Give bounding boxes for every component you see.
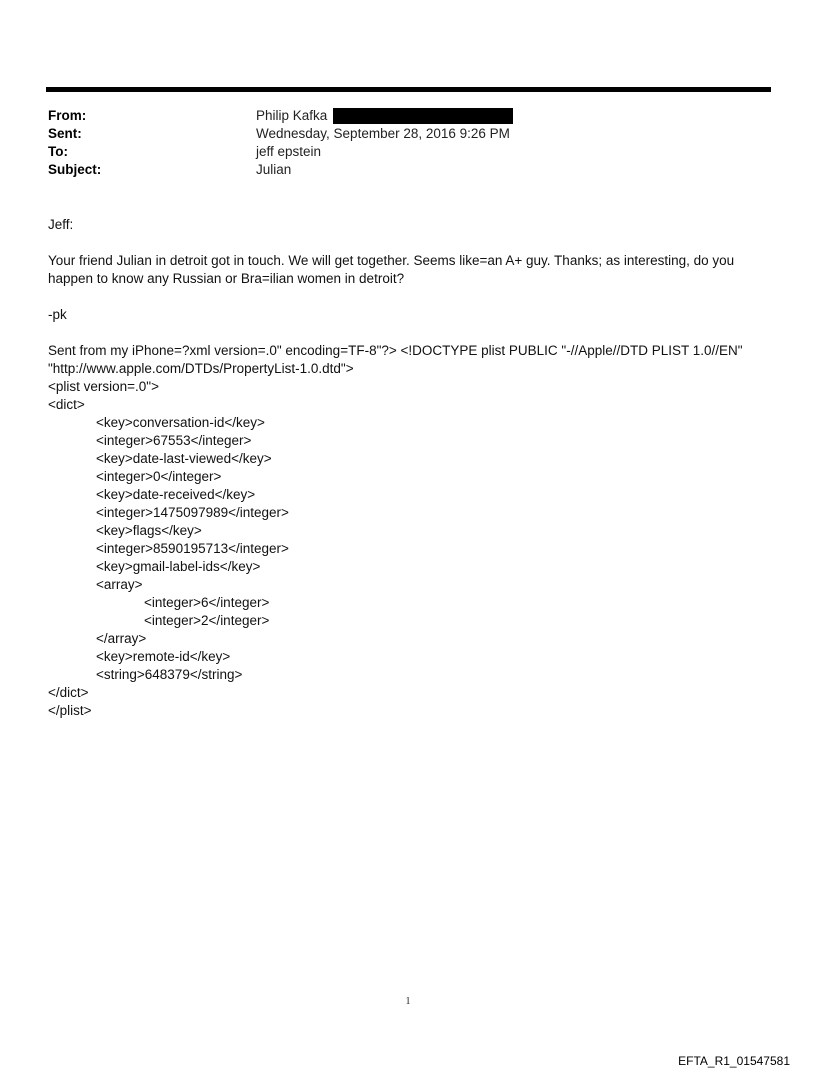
xml-line: <array> — [96, 577, 143, 592]
greeting: Jeff: — [48, 217, 74, 232]
xml-line: <string>648379</string> — [96, 667, 243, 682]
xml-line: <key>conversation-id</key> — [96, 415, 265, 430]
sent-value: Wednesday, September 28, 2016 9:26 PM — [256, 126, 510, 141]
xml-line: <integer>6</integer> — [144, 595, 270, 610]
signoff: -pk — [48, 307, 67, 322]
email-body — [48, 216, 768, 720]
xml-line: </dict> — [48, 685, 89, 700]
message-paragraph: Your friend Julian in detroit got in touch. We will get together. Seems like=an A+ guy. Thanks; as interesting, do you happen to know any Russian or Bra=ilian women in detroit? — [48, 253, 735, 286]
email-header — [48, 107, 768, 179]
to-row — [48, 143, 768, 161]
xml-line: <integer>1475097989</integer> — [96, 505, 289, 520]
xml-line: <dict> — [48, 397, 85, 412]
sent-from-line: Sent from my iPhone=?xml version=.0" encoding=TF-8"?> <!DOCTYPE plist PUBLIC "-//Apple//DTD PLIST 1.0//EN" "http://www.apple.com/DTDs/PropertyList-1.0.dtd"> — [48, 343, 743, 376]
xml-line: <key>remote-id</key> — [96, 649, 231, 664]
header-divider — [46, 87, 771, 92]
xml-line: <key>gmail-label-ids</key> — [96, 559, 261, 574]
xml-line: <integer>67553</integer> — [96, 433, 252, 448]
xml-line: <integer>8590195713</integer> — [96, 541, 289, 556]
xml-line: <key>date-received</key> — [96, 487, 256, 502]
to-value: jeff epstein — [256, 144, 322, 159]
to-label: To: — [48, 144, 68, 159]
xml-line: </plist> — [48, 703, 92, 718]
page-number: 1 — [405, 996, 411, 1007]
xml-line: <key>date-last-viewed</key> — [96, 451, 272, 466]
xml-line: <integer>2</integer> — [144, 613, 270, 628]
xml-line: <plist version=.0"> — [48, 379, 159, 394]
subject-label: Subject: — [48, 162, 102, 177]
from-value: Philip Kafka — [256, 108, 328, 123]
from-row — [48, 107, 768, 125]
subject-row — [48, 161, 768, 179]
xml-line: <integer>0</integer> — [96, 469, 222, 484]
from-label: From: — [48, 108, 87, 123]
sent-label: Sent: — [48, 126, 82, 141]
bates-number: EFTA_R1_01547581 — [678, 1054, 790, 1068]
xml-line: <key>flags</key> — [96, 523, 202, 538]
xml-line: </array> — [96, 631, 147, 646]
sent-row — [48, 125, 768, 143]
subject-value: Julian — [256, 162, 292, 177]
redaction-block — [333, 108, 513, 124]
